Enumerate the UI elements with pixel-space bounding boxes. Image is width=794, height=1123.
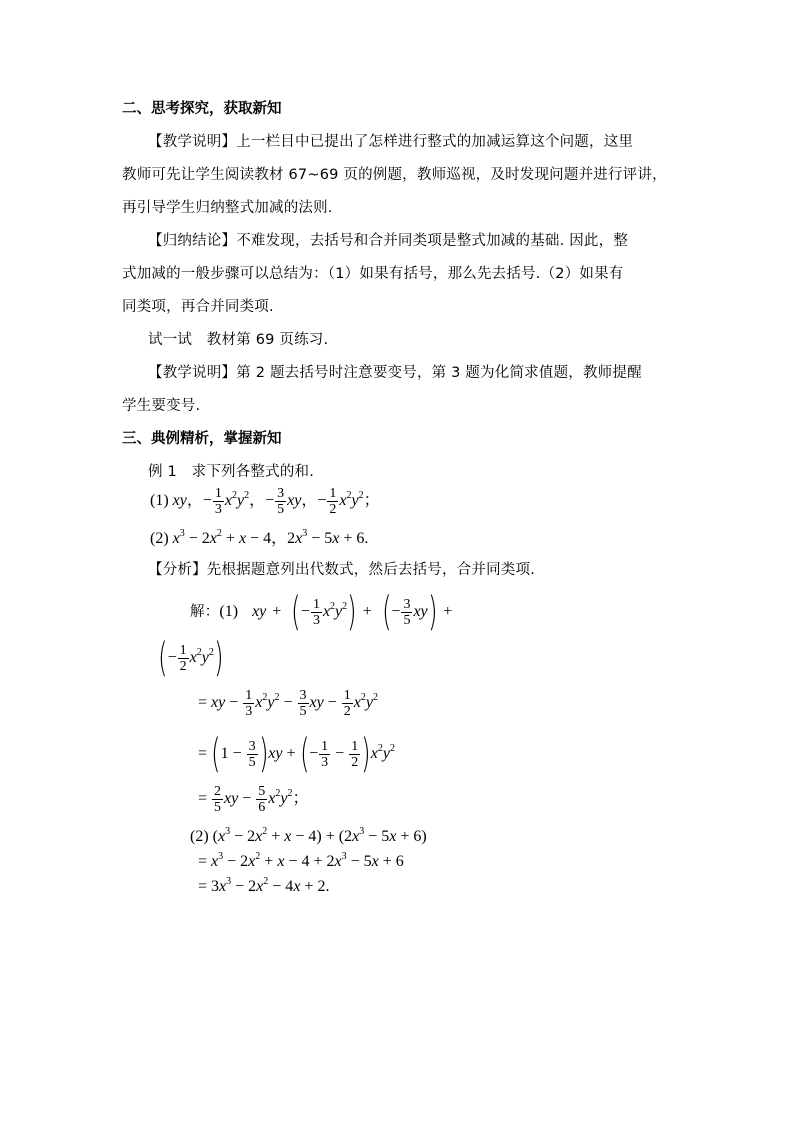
try-it-line: 试一试 教材第 69 页练习.	[148, 332, 329, 348]
label-q2: (2)	[150, 530, 169, 547]
math-problem-2: (2) $x^3 - 2x^2 + x - 4$，$2x^3 - 5x + 6$.	[150, 528, 369, 547]
solution-1-line-2: (− $\frac{1}{2}$ $x^2y^2$)	[158, 635, 224, 682]
analysis-line: 【分析】先根据题意列出代数式，然后去括号，合并同类项.	[148, 562, 536, 578]
solution-1-step-1: = xy − $\frac{1}{3}$ $x^2y^2$ − $\frac{3}{5}$ xy − $\frac{1}{2}$ $x^2y^2$	[198, 688, 378, 719]
paragraph-teaching-note-1-l3: 再引导学生归纳整式加减的法则.	[122, 200, 333, 216]
paragraph-teaching-note-1-l2: 教师可先让学生阅读教材 67~69 页的例题，教师巡视，及时发现问题并进行评讲，	[122, 167, 667, 183]
paragraph-teaching-note-2-l2: 学生要变号.	[122, 398, 201, 414]
solution-2-step-1: = $x^3 - 2x^2 + x - 4 + 2x^3 - 5x + 6$	[198, 851, 404, 870]
solution-1-result: = $\frac{2}{5}$ xy − $\frac{5}{6}$ $x^2y^2$；	[198, 784, 309, 815]
math-problem-1: (1) xy，− $\frac{1}{3}$ $x^2y^2$，− $\frac{3}{5}$ xy，− $\frac{1}{2}$ $x^2y^2$；	[150, 486, 380, 517]
paragraph-conclusion-l2: 式加减的一般步骤可以总结为：（1）如果有括号，那么先去括号.（2）如果有	[122, 266, 624, 282]
example-1: 例 1 求下列各整式的和.	[148, 464, 315, 480]
section-title-3: 三、典例精析，掌握新知	[122, 431, 282, 447]
solution-label: 解：	[190, 604, 220, 620]
paragraph-conclusion: 【归纳结论】不难发现，去括号和合并同类项是整式加减的基础. 因此，整	[148, 233, 629, 249]
label-q1: (1)	[150, 492, 169, 510]
paragraph-teaching-note-1: 【教学说明】上一栏目中已提出了怎样进行整式的加减运算这个问题，这里	[148, 134, 634, 150]
solution-1-line-1: 解：(1) xy + (− $\frac{1}{3}$ $x^2y^2$) + (− $\frac{3}{5}$ xy) +	[190, 589, 453, 636]
paragraph-teaching-note-2: 【教学说明】第 2 题去括号时注意要变号，第 3 题为化简求值题，教师提醒	[148, 365, 642, 381]
solution-1-step-2: = (1 − $\frac{3}{5}$ )xy + (− $\frac{1}{3}$ − $\frac{1}{2}$ )$x^2y^2$	[198, 731, 396, 778]
solution-2-line-1: (2) $(x^3 - 2x^2 + x - 4) + (2x^3 - 5x + 6)$	[190, 826, 427, 845]
solution-2-result: = $3x^3 - 2x^2 - 4x + 2$.	[198, 876, 330, 895]
paragraph-conclusion-l3: 同类项，再合并同类项.	[122, 299, 274, 315]
section-title-2: 二、思考探究，获取新知	[122, 101, 282, 117]
